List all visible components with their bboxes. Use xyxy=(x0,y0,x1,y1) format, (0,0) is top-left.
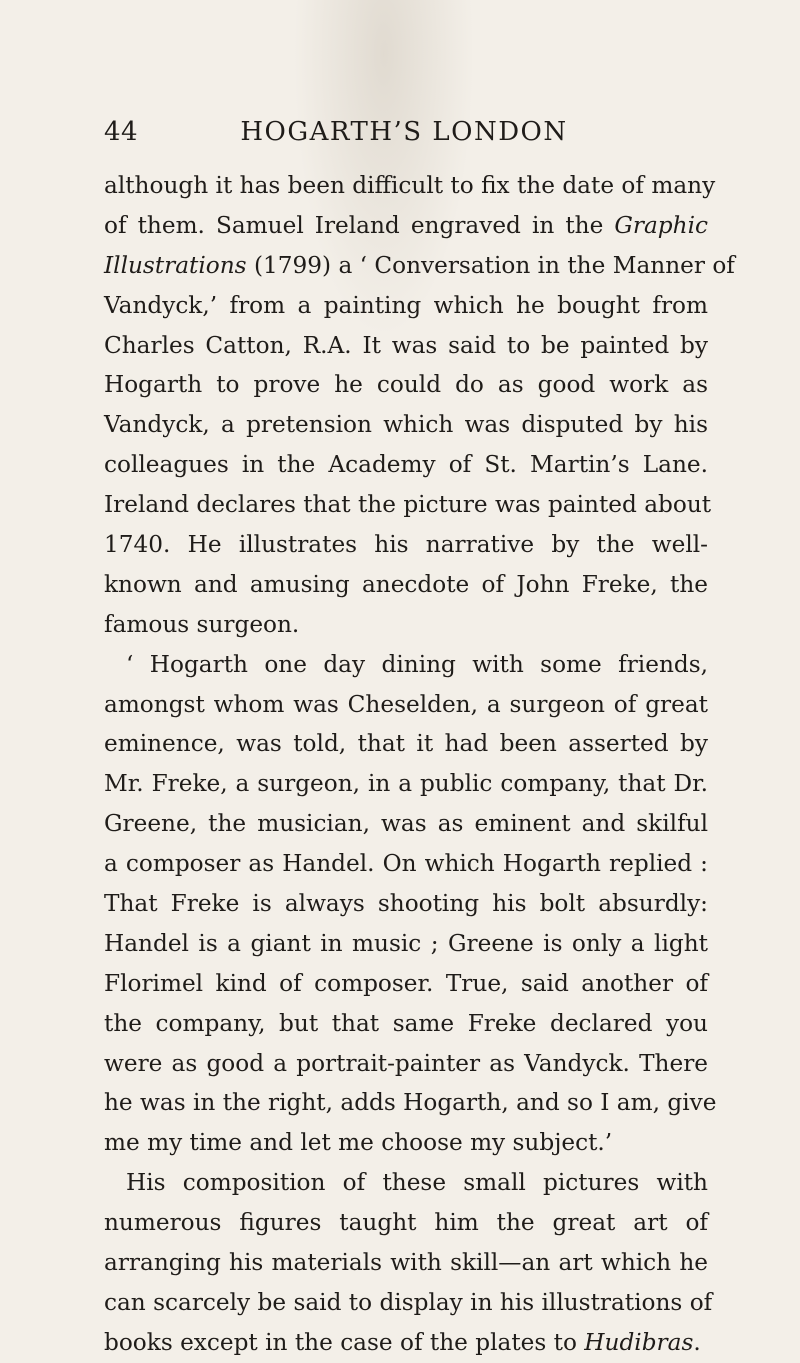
text-line: Vandyck, a pretension which was disputed by his xyxy=(104,411,708,439)
text-line: me my time and let me choose my subject.’ xyxy=(104,1129,613,1157)
text-line: amongst whom was Cheselden, a surgeon of great xyxy=(104,690,708,718)
text-line: Illustrations (1799) a ‘ Conversation in the Manner of xyxy=(104,251,735,279)
text-line: eminence, was told, that it had been asserted by xyxy=(104,730,708,758)
body-text xyxy=(104,166,735,1363)
text-line: can scarcely be said to display in his illustrations of xyxy=(104,1288,713,1316)
text-line: Ireland declares that the picture was painted about xyxy=(104,491,712,519)
text-line: Florimel kind of composer. True, said another of xyxy=(104,969,708,997)
text-line: colleagues in the Academy of St. Martin’s Lane. xyxy=(104,451,708,479)
text-line: famous surgeon. xyxy=(104,610,300,638)
text-line: 1740. He illustrates his narrative by the well- xyxy=(104,531,708,559)
page-number: 44 xyxy=(104,117,139,147)
text-line: Vandyck,’ from a painting which he bought from xyxy=(104,291,708,319)
text-line: Handel is a giant in music ; Greene is only a light xyxy=(104,929,708,957)
italic-title: Graphic xyxy=(614,211,708,239)
text-line: although it has been difficult to fix the date of many xyxy=(104,172,716,199)
text-line: of them. Samuel Ireland engraved in the Graphic xyxy=(104,211,708,239)
text-line: Greene, the musician, was as eminent and skilful xyxy=(104,810,708,838)
text-line: books except in the case of the plates to Hudibras. xyxy=(104,1328,701,1356)
text-line: he was in the right, adds Hogarth, and so I am, give xyxy=(104,1089,717,1117)
text-line: numerous figures taught him the great art of xyxy=(104,1209,708,1237)
text-line: were as good a portrait-painter as Vandyck. There xyxy=(104,1049,708,1077)
text-line: a composer as Handel. On which Hogarth replied : xyxy=(104,850,708,878)
italic-title: Hudibras xyxy=(584,1328,694,1356)
text-line: ‘ Hogarth one day dining with some friends, xyxy=(126,650,708,678)
text-line: His composition of these small pictures with xyxy=(126,1169,708,1197)
text-line: arranging his materials with skill—an art which he xyxy=(104,1249,708,1277)
text-line: Mr. Freke, a surgeon, in a public company, that Dr. xyxy=(104,770,708,798)
text-line: known and amusing anecdote of John Freke, the xyxy=(104,570,708,598)
page-header xyxy=(104,112,704,152)
text-line: Charles Catton, R.A. It was said to be painted by xyxy=(104,331,708,359)
text-line: Hogarth to prove he could do as good work as xyxy=(104,371,708,399)
text-line: That Freke is always shooting his bolt absurdly: xyxy=(104,890,708,918)
italic-title: Illustrations xyxy=(104,251,247,279)
running-head: HOGARTH’S LONDON xyxy=(240,117,568,147)
text-line: the company, but that same Freke declared you xyxy=(104,1009,708,1037)
